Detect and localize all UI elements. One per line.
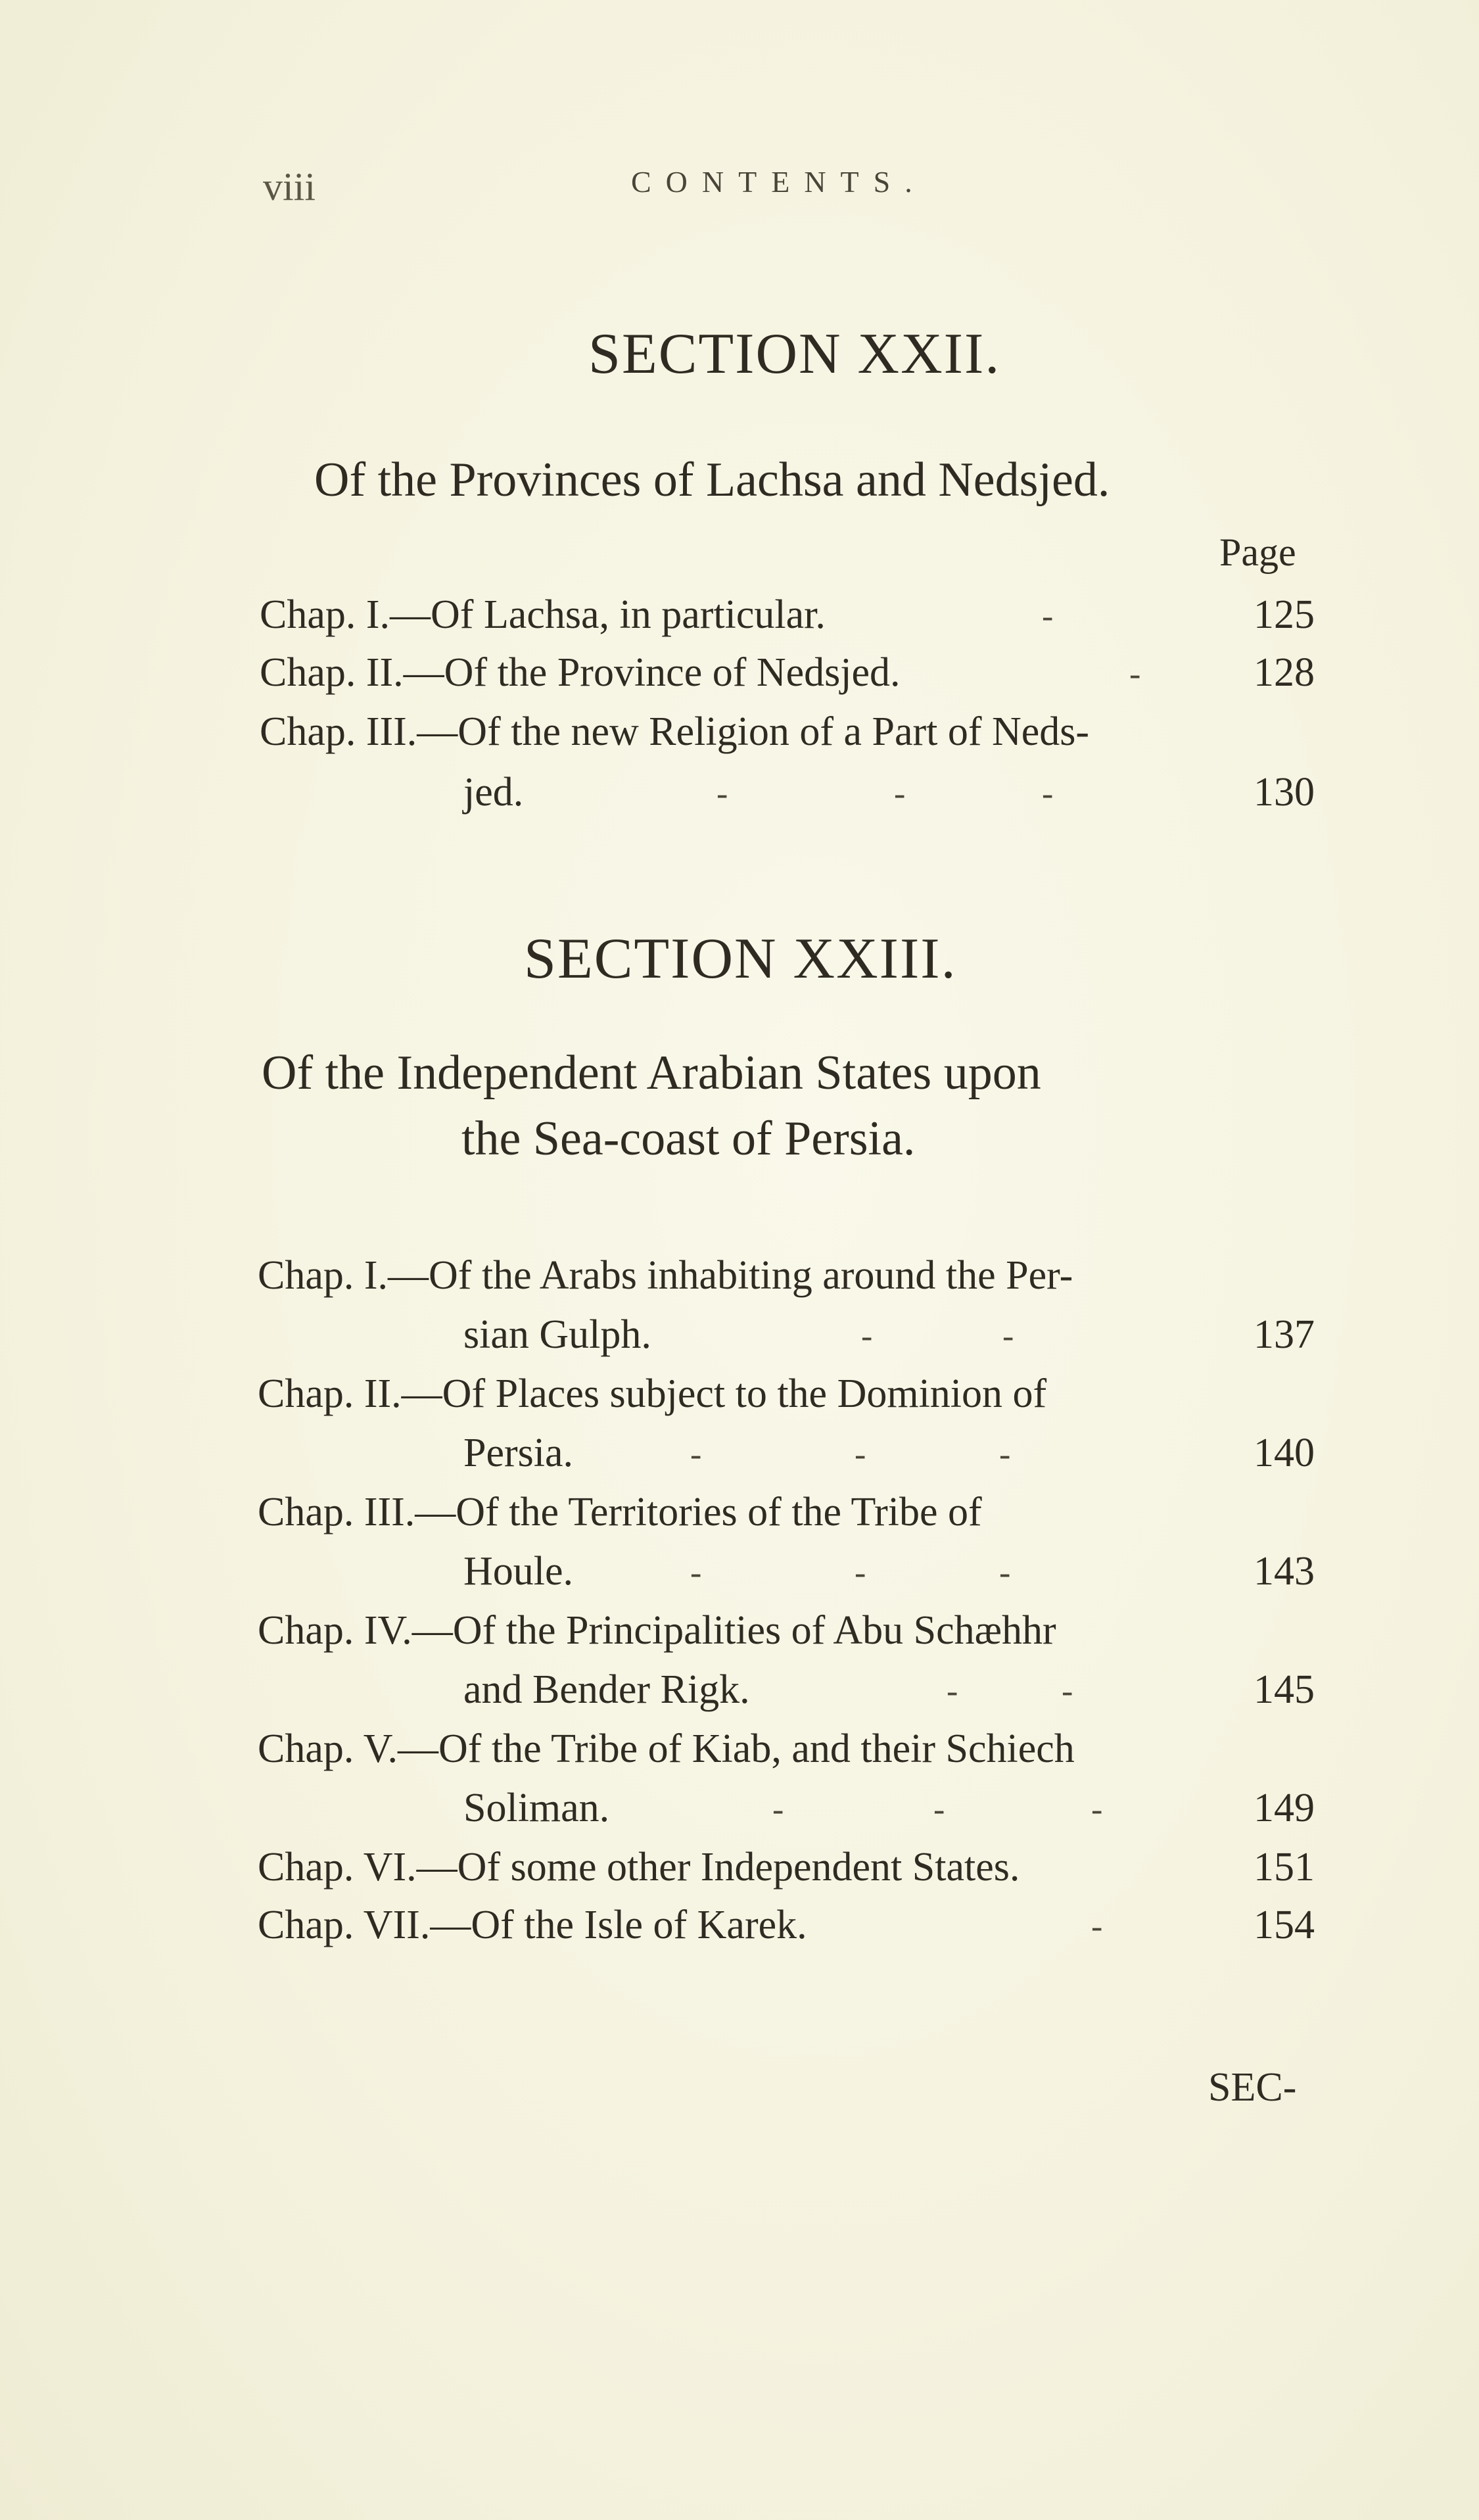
- toc-entry-xxiii-3-continued: Houle.: [463, 1549, 574, 1594]
- toc-entry-xxiii-5: Chap. V.—Of the Tribe of Kiab, and their Schiech: [258, 1726, 1075, 1771]
- catchword: SEC-: [1208, 2065, 1297, 2110]
- leader-dash: -: [855, 1554, 866, 1592]
- leader-dash: -: [772, 1791, 784, 1828]
- section-xxiii-subtitle-line1: Of the Independent Arabian States upon: [262, 1046, 1041, 1100]
- leader-dash: -: [716, 775, 728, 813]
- toc-entry-xxiii-4-continued: and Bender Rigk.: [463, 1667, 750, 1712]
- leader-dash: -: [1042, 598, 1054, 635]
- leader-dash: -: [1091, 1791, 1103, 1828]
- toc-entry-xxii-3: Chap. III.—Of the new Religion of a Part of Neds-: [260, 709, 1090, 754]
- toc-entry-xxii-1: Chap. I.—Of Lachsa, in particular.: [260, 592, 826, 637]
- leader-dash: -: [1042, 775, 1054, 813]
- leader-dash: -: [933, 1791, 945, 1828]
- toc-page-number: 143: [1254, 1549, 1315, 1594]
- section-xxiii-subtitle-line2: the Sea-coast of Persia.: [461, 1112, 916, 1166]
- toc-entry-xxiii-5-continued: Soliman.: [463, 1786, 610, 1830]
- leader-dash: -: [1062, 1673, 1073, 1710]
- section-xxii-title: SECTION XXII.: [588, 322, 1001, 386]
- toc-page-number: 151: [1254, 1845, 1315, 1890]
- leader-dash: -: [1002, 1318, 1014, 1355]
- toc-page-number: 140: [1254, 1431, 1315, 1475]
- toc-page-number: 130: [1254, 770, 1315, 815]
- toc-entry-xxiii-4: Chap. IV.—Of the Principalities of Abu Schæhhr: [258, 1608, 1056, 1653]
- leader-dash: -: [1091, 1908, 1103, 1945]
- section-xxii-subtitle: Of the Provinces of Lachsa and Nedsjed.: [314, 453, 1110, 507]
- toc-page-number: 137: [1254, 1312, 1315, 1357]
- toc-entry-xxiii-3: Chap. III.—Of the Territories of the Tribe of: [258, 1490, 982, 1534]
- page-column-label: Page: [1219, 531, 1296, 574]
- leader-dash: -: [861, 1318, 873, 1355]
- toc-entry-xxiii-2-continued: Persia.: [463, 1431, 574, 1475]
- running-head: CONTENTS.: [631, 165, 927, 199]
- leader-dash: -: [690, 1436, 702, 1473]
- folio: viii: [263, 165, 316, 208]
- leader-dash: -: [894, 775, 906, 813]
- toc-page-number: 128: [1254, 650, 1315, 695]
- leader-dash: -: [1129, 655, 1141, 693]
- toc-entry-xxiii-1: Chap. I.—Of the Arabs inhabiting around the Per-: [258, 1253, 1073, 1298]
- toc-entry-xxiii-2: Chap. II.—Of Places subject to the Dominion of: [258, 1371, 1047, 1416]
- toc-entry-xxiii-7: Chap. VII.—Of the Isle of Karek.: [258, 1903, 807, 1947]
- toc-page-number: 125: [1254, 592, 1315, 637]
- toc-entry-xxiii-6: Chap. VI.—Of some other Independent States.: [258, 1845, 1020, 1890]
- leader-dash: -: [855, 1436, 866, 1473]
- toc-page-number: 154: [1254, 1903, 1315, 1947]
- toc-page-number: 149: [1254, 1786, 1315, 1830]
- leader-dash: -: [999, 1436, 1011, 1473]
- toc-page-number: 145: [1254, 1667, 1315, 1712]
- leader-dash: -: [690, 1554, 702, 1592]
- leader-dash: -: [999, 1554, 1011, 1592]
- toc-entry-xxii-3-continued: jed.: [463, 770, 524, 815]
- leader-dash: -: [947, 1673, 958, 1710]
- toc-entry-xxiii-1-continued: sian Gulph.: [463, 1312, 651, 1357]
- section-xxiii-title: SECTION XXIII.: [524, 927, 957, 991]
- toc-entry-xxii-2: Chap. II.—Of the Province of Nedsjed.: [260, 650, 901, 695]
